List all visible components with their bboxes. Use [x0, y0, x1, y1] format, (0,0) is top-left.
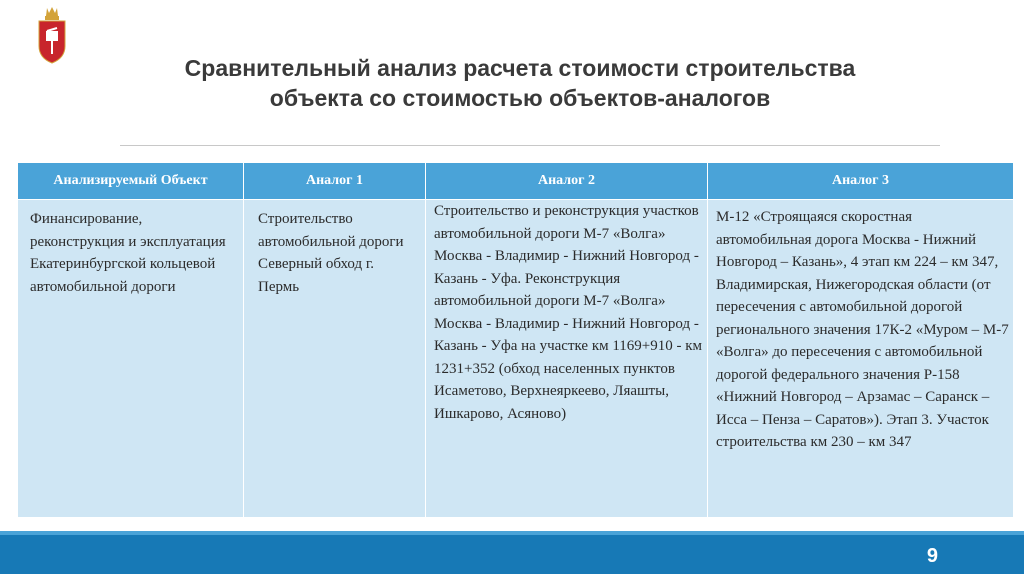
table-row	[18, 200, 1014, 518]
slide-title-line-1: Сравнительный анализ расчета стоимости строительства	[184, 55, 856, 81]
cell-analog-2: Строительство и реконструкция участков автомобильной дороги М-7 «Волга» Москва - Владимир - Нижний Новгород - Казань - Уфа. Реконструкция автомобильной дороги М-7 «Волга» Москва - Владимир - Нижний Новгород - Казань - Уфа на участке км 1169+910 - км 1231+352 (обход населенных пунктов Исаметово, Верхнеяркеево, Ляашты, Ишкарово, Асяново)	[426, 200, 708, 518]
slide-title-line-2: объекта со стоимостью объектов-аналогов	[269, 85, 771, 111]
cell-analog-3: М-12 «Строящаяся скоростная автомобильная дорога Москва - Нижний Новгород – Казань», 4 этап км 224 – км 347, Владимирская, Нижегородская области (от пересечения с автомобильной дорогой регионального значения 17К-2 «Муром – М-7 «Волга» до пересечения с автомобильной дорогой федерального значения Р-158 «Нижний Новгород – Арзамас – Саранск – Исса – Пенза – Саратов»). Этап 3. Участок строительства км 230 – км 347	[708, 200, 1014, 518]
cell-analog-1: Строительство автомобильной дороги Северный обход г. Пермь	[244, 200, 426, 518]
coat-of-arms-icon	[38, 4, 66, 64]
header-analyzed-object: Анализируемый Объект	[18, 163, 244, 200]
table-header-row	[18, 163, 1014, 200]
page-number: 9	[926, 545, 938, 567]
header-analog-3: Аналог 3	[708, 163, 1014, 200]
cell-analyzed-object: Финансирование, реконструкция и эксплуатация Екатеринбургской кольцевой автомобильной дороги	[18, 200, 244, 518]
comparison-table	[17, 162, 1014, 518]
slide-title	[80, 53, 960, 113]
footer-bar	[0, 535, 1024, 574]
header-analog-2: Аналог 2	[426, 163, 708, 200]
title-divider	[120, 145, 940, 146]
header-analog-1: Аналог 1	[244, 163, 426, 200]
